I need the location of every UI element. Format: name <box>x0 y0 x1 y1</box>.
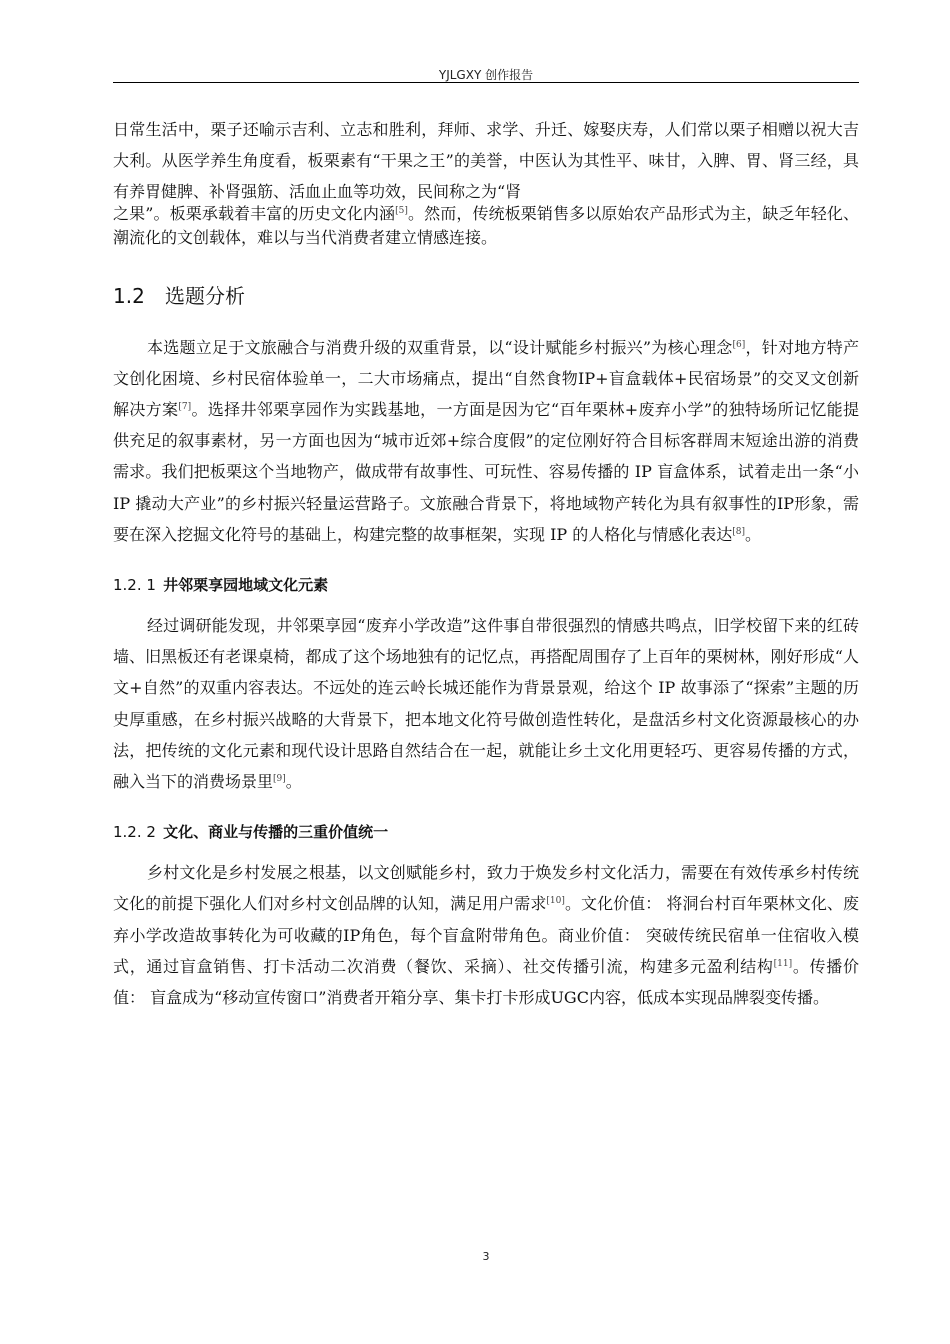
paragraph-text: 经过调研能发现，井邻栗享园“废弃小学改造”这件事自带很强烈的情感共鸣点，旧学校留下来的红砖墙、旧黑板还有老课桌椅，都成了这个场地独有的记忆点，再搭配周围存了上百年的栗树林，刚好形成“人文+自然”的双重内容表达。不远处的连云岭长城还能作为背景景观，给这个 IP 故事添了“探索”主题的历史厚重感，在乡村振兴战略的大背景下，把本地文化符号做创造性转化，是盘活乡村文化资源最核心的办法，把传统的文化元素和现代设计思路自然结合在一起，就能让乡土文化用更轻巧、更容易传播的方式，融入当下的消费场景里 <box>113 616 859 792</box>
paragraph-text: 。选择井邻栗享园作为实践基地，一方面是因为它“百年栗林+废弃小学”的独特场所记忆能提供充足的叙事素材，另一方面也因为“城市近郊+综合度假”的定位刚好符合目标客群周末短途出游的消费需求。我们把板栗这个当地物产，做成带有故事性、可玩性、容易传播的 IP 盲盒体系，试着走出一条“小 IP 撬动大产业”的乡村振兴轻量运营路子。文旅融合背景下，将地域物产转化为具有叙事性的IP形象，需要在深入挖掘文化符号的基础上，构建完整的故事框架，实现 IP 的人格化与情感化表达 <box>113 400 859 544</box>
citation: [8] <box>732 526 746 537</box>
subsection-heading-1-2-1 <box>113 574 859 596</box>
page-body <box>113 114 859 1013</box>
intro-paragraph-continued <box>113 202 859 250</box>
section-1-2-paragraph <box>113 332 859 550</box>
page-number: 3 <box>482 1250 490 1263</box>
paragraph-text: ，针对地方特产文创化困境、乡村民宿体验单一，二大市场痛点，提出“自然食物IP+盲盒载体+民宿场景”的交叉文创新解决方案 <box>113 337 859 420</box>
paragraph-text: 。传播价值： 盲盒成为“移动宣传窗口”消费者开箱分享、集卡打卡形成UGC内容，低成本实现品牌裂变传播。 <box>113 956 859 1008</box>
intro-text-3: 。然而，传统板栗销售多以原始农产品形式为主，缺乏年轻化、潮流化的文创载体，难以与当代消费者建立情感连接。 <box>113 203 859 247</box>
citation: [10] <box>546 896 565 907</box>
section-number: 1.2 <box>113 283 145 308</box>
subsection-title: 文化、商业与传播的三重价值统一 <box>163 823 389 842</box>
section-heading-1-2 <box>113 282 859 310</box>
citation: [5] <box>395 205 408 216</box>
subsection-title: 井邻栗享园地域文化元素 <box>163 576 329 595</box>
intro-paragraph <box>113 114 859 208</box>
intro-text-1: 日常生活中，栗子还喻示吉利、立志和胜利，拜师、求学、升迁、嫁娶庆寿，人们常以栗子相赠以祝大吉大利。从医学养生角度看，板栗素有“干果之王”的美誉，中医认为其性平、味甘，入脾、胃、肾三经，具有养胃健脾、补肾强筋、活血止血等功效，民间称之为“肾 <box>113 120 859 202</box>
paragraph-text: 。 <box>285 772 302 792</box>
section-1-2-2-paragraph <box>113 857 859 1013</box>
citation: [11] <box>773 958 793 969</box>
subsection-heading-1-2-2 <box>113 821 859 843</box>
paragraph-text: 本选题立足于文旅融合与消费升级的双重背景，以“设计赋能乡村振兴”为核心理念 <box>147 337 733 357</box>
subsection-number: 1.2. 1 <box>113 576 156 595</box>
section-1-2-1-paragraph <box>113 610 859 797</box>
running-header: YJLGXY 创作报告 <box>438 68 534 82</box>
citation: [9] <box>273 774 286 785</box>
subsection-number: 1.2. 2 <box>113 823 156 842</box>
citation: [6] <box>732 339 746 350</box>
paragraph-text: 。文化价值： 将洞台村百年栗林文化、废弃小学改造故事转化为可收藏的IP角色，每个盲盒附带角色。商业价值： 突破传统民宿单一住宿收入模式，通过盲盒销售、打卡活动二次消费（餐饮、采摘）、社交传播引流，构建多元盈利结构 <box>113 894 859 976</box>
paragraph-text: 乡村文化是乡村发展之根基，以文创赋能乡村，致力于焕发乡村文化活力，需要在有效传承乡村传统文化的前提下强化人们对乡村文创品牌的认知，满足用户需求 <box>113 863 859 914</box>
intro-text-2: 之果”。板栗承载着丰富的历史文化内涵 <box>113 203 396 223</box>
citation: [7] <box>178 402 192 413</box>
section-title: 选题分析 <box>165 283 245 308</box>
paragraph-text: 。 <box>745 524 762 544</box>
header-rule <box>113 82 859 83</box>
